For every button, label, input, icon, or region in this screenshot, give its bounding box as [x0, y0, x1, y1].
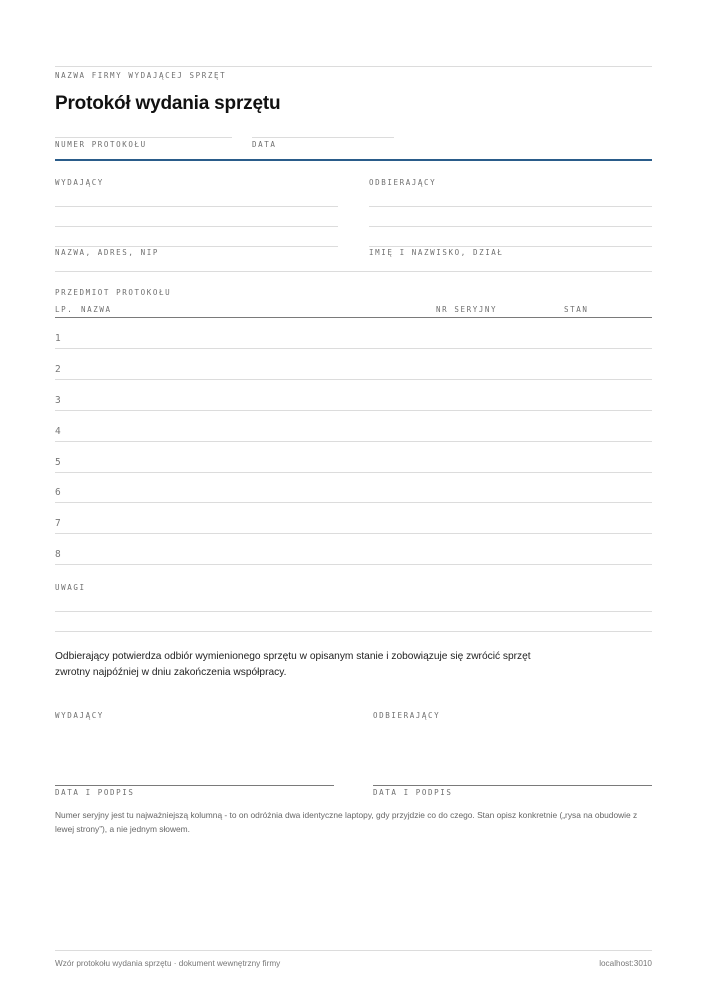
company-name-placeholder: NAZWA FIRMY WYDAJĄCEJ SPRZĘT: [55, 71, 227, 80]
signature-receiver-label: ODBIERAJĄCY: [373, 711, 441, 720]
issuer-signature-caption: DATA I PODPIS: [55, 788, 135, 797]
table-row[interactable]: [55, 533, 652, 534]
header-divider: [55, 159, 652, 161]
column-header-name: NAZWA: [81, 305, 112, 314]
confirmation-statement: Odbierający potwierdza odbiór wymienionego sprzętu w opisanym stanie i zobowiązuje się zwrócić sprzęt zwrotny najpóźniej w dniu zakończenia współpracy.: [55, 651, 531, 678]
table-row-number: 5: [55, 457, 61, 468]
receiver-label: ODBIERAJĄCY: [369, 178, 437, 187]
protocol-number-label: NUMER PROTOKOŁU: [55, 140, 147, 149]
receiver-line-1[interactable]: [369, 206, 652, 207]
issuer-line-1[interactable]: [55, 206, 338, 207]
footer-rule: [55, 950, 652, 951]
receiver-line-2[interactable]: [369, 226, 652, 227]
protocol-number-field[interactable]: [55, 137, 232, 138]
table-row-number: 8: [55, 549, 61, 560]
remarks-label: UWAGI: [55, 583, 86, 592]
table-row[interactable]: [55, 502, 652, 503]
table-row[interactable]: [55, 348, 652, 349]
table-header-rule: [55, 317, 652, 318]
issuer-line-2[interactable]: [55, 226, 338, 227]
footer-left-text: Wzór protokołu wydania sprzętu · dokument wewnętrzny firmy: [55, 959, 281, 968]
signature-issuer-label: WYDAJĄCY: [55, 711, 104, 720]
column-header-lp: LP.: [55, 305, 74, 314]
table-row-number: 1: [55, 333, 61, 344]
table-row[interactable]: [55, 564, 652, 565]
table-row-number: 4: [55, 426, 61, 437]
table-row[interactable]: [55, 410, 652, 411]
issuer-label: WYDAJĄCY: [55, 178, 104, 187]
remarks-line-1[interactable]: [55, 611, 652, 612]
receiver-signature-line[interactable]: [373, 785, 652, 786]
footer-url: localhost:3010: [599, 959, 652, 968]
date-field[interactable]: [252, 137, 394, 138]
items-section-label: PRZEDMIOT PROTOKOŁU: [55, 288, 172, 297]
parties-bottom-rule: [55, 271, 652, 272]
column-header-serial: NR SERYJNY: [436, 305, 498, 314]
table-row-number: 2: [55, 364, 61, 375]
top-rule: [55, 66, 652, 67]
table-row[interactable]: [55, 441, 652, 442]
date-label: DATA: [252, 140, 277, 149]
table-row-number: 7: [55, 518, 61, 529]
table-row[interactable]: [55, 472, 652, 473]
table-row-number: 6: [55, 487, 61, 498]
issuer-signature-line[interactable]: [55, 785, 334, 786]
table-row[interactable]: [55, 379, 652, 380]
receiver-signature-caption: DATA I PODPIS: [373, 788, 453, 797]
document-title: Protokół wydania sprzętu: [55, 93, 281, 114]
issuer-caption: NAZWA, ADRES, NIP: [55, 248, 159, 257]
column-header-state: STAN: [564, 305, 589, 314]
issuer-line-3[interactable]: [55, 246, 338, 247]
receiver-line-3[interactable]: [369, 246, 652, 247]
usage-note: Numer seryjny jest tu najważniejszą kolumną - to on odróżnia dwa identyczne laptopy, gdy przyjdzie co do czego. Stan opisz konkretnie („rysa na obudowie z lewej strony”), a nie jednym słowem.: [55, 810, 638, 834]
receiver-caption: IMIĘ I NAZWISKO, DZIAŁ: [369, 248, 504, 257]
table-row-number: 3: [55, 395, 61, 406]
remarks-line-2[interactable]: [55, 631, 652, 632]
